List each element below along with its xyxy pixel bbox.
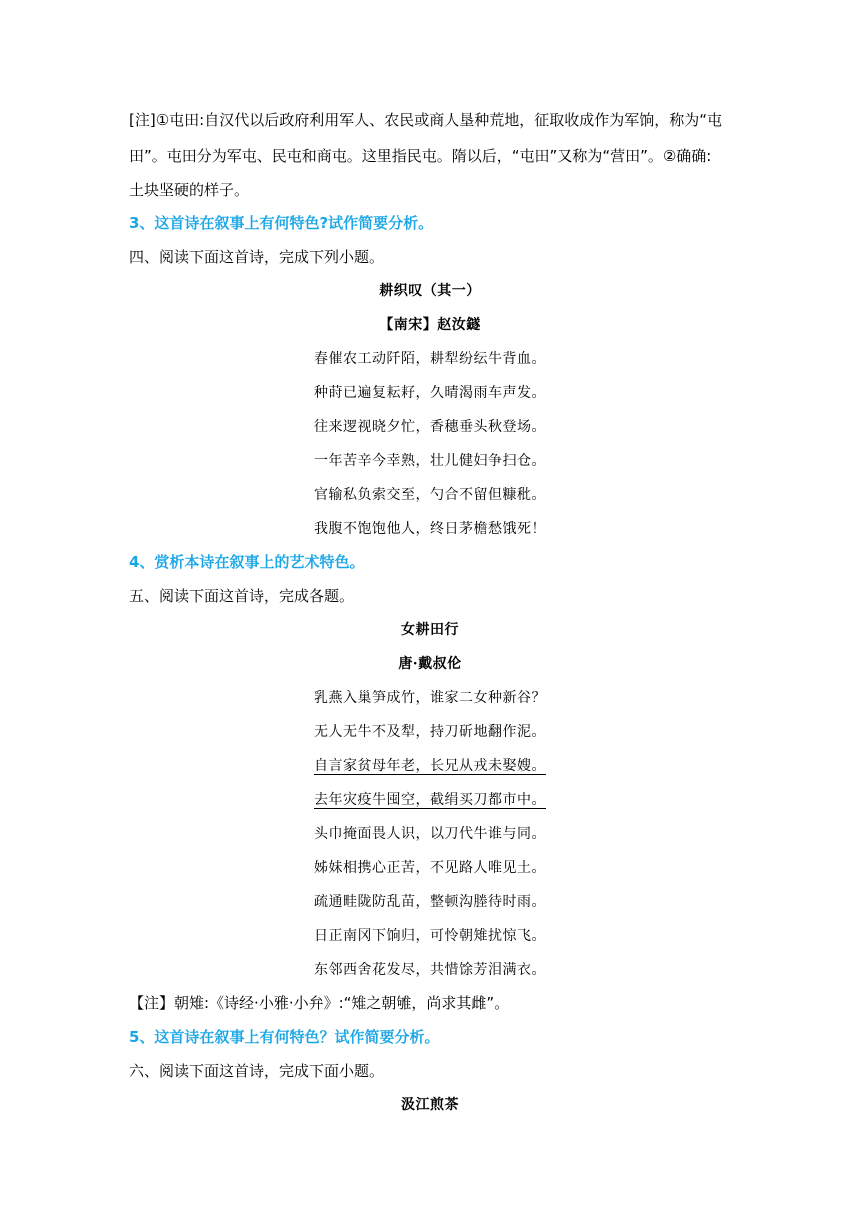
note-line-2: 田”。屯田分为军屯、民屯和商屯。这里指民屯。隋以后，“屯田”又称为“营田”。②确确:	[129, 147, 712, 165]
poem-3-title: 汲江煎茶	[401, 1097, 459, 1113]
poem-2-line: 无人无牛不及犁，持刀斫地翻作泥。	[314, 724, 546, 740]
poem-2-line-underlined: 去年灾疫牛囤空，截绢买刀都市中。	[314, 792, 546, 808]
poem-1-line: 我腹不饱饱他人，终日茅檐愁饿死！	[314, 521, 546, 537]
poem-2-author: 唐·戴叔伦	[398, 656, 462, 672]
section-4-heading: 四、阅读下面这首诗，完成下列小题。	[129, 248, 385, 266]
question-4: 4、赏析本诗在叙事上的艺术特色。	[129, 553, 365, 571]
poem-1-line: 官输私负索交至，勺合不留但糠秕。	[314, 487, 546, 503]
question-5: 5、这首诗在叙事上有何特色？试作简要分析。	[129, 1028, 440, 1046]
poem-1-title: 耕织叹（其一）	[379, 283, 481, 299]
poem-1-author: 【南宋】赵汝鐩	[379, 317, 481, 333]
poem-2-line: 乳燕入巢笋成竹，谁家二女种新谷？	[314, 690, 546, 706]
poem-2-line: 姊妹相携心正苦，不见路人唯见土。	[314, 860, 546, 876]
poem-1-line: 种莳已遍复耘耔，久晴渴雨车声发。	[314, 385, 546, 401]
section-6-heading: 六、阅读下面这首诗，完成下面小题。	[129, 1062, 385, 1080]
note-line-3: 土块坚硬的样子。	[129, 181, 250, 199]
poem-1-line: 春催农工动阡陌，耕犁纷纭牛背血。	[314, 351, 546, 367]
poem-2-line: 疏通畦陇防乱苗，整顿沟塍待时雨。	[314, 894, 546, 910]
poem-2-line-underlined: 自言家贫母年老，长兄从戎未娶嫂。	[314, 758, 546, 774]
poem-1-line: 往来逻视晓夕忙，香穗垂头秋登场。	[314, 419, 546, 435]
poem-2-title: 女耕田行	[401, 622, 459, 638]
poem-2-line: 东邻西舍花发尽，共惜馀芳泪满衣。	[314, 962, 546, 978]
poem-2-note: 【注】朝雉:《诗经·小雅·小弁》:“雉之朝雊，尚求其雌”。	[129, 994, 510, 1012]
note-line-1: [注]①屯田:自汉代以后政府利用军人、农民或商人垦种荒地，征取收成作为军饷，称为“屯	[129, 111, 722, 129]
poem-2-line: 头巾掩面畏人识，以刀代牛谁与同。	[314, 826, 546, 842]
question-3: 3、这首诗在叙事上有何特色?试作简要分析。	[129, 214, 434, 232]
poem-2-line: 日正南冈下饷归，可怜朝雉扰惊飞。	[314, 928, 546, 944]
section-5-heading: 五、阅读下面这首诗，完成各题。	[129, 587, 355, 605]
poem-1-line: 一年苦辛今幸熟，壮儿健妇争扫仓。	[314, 453, 546, 469]
